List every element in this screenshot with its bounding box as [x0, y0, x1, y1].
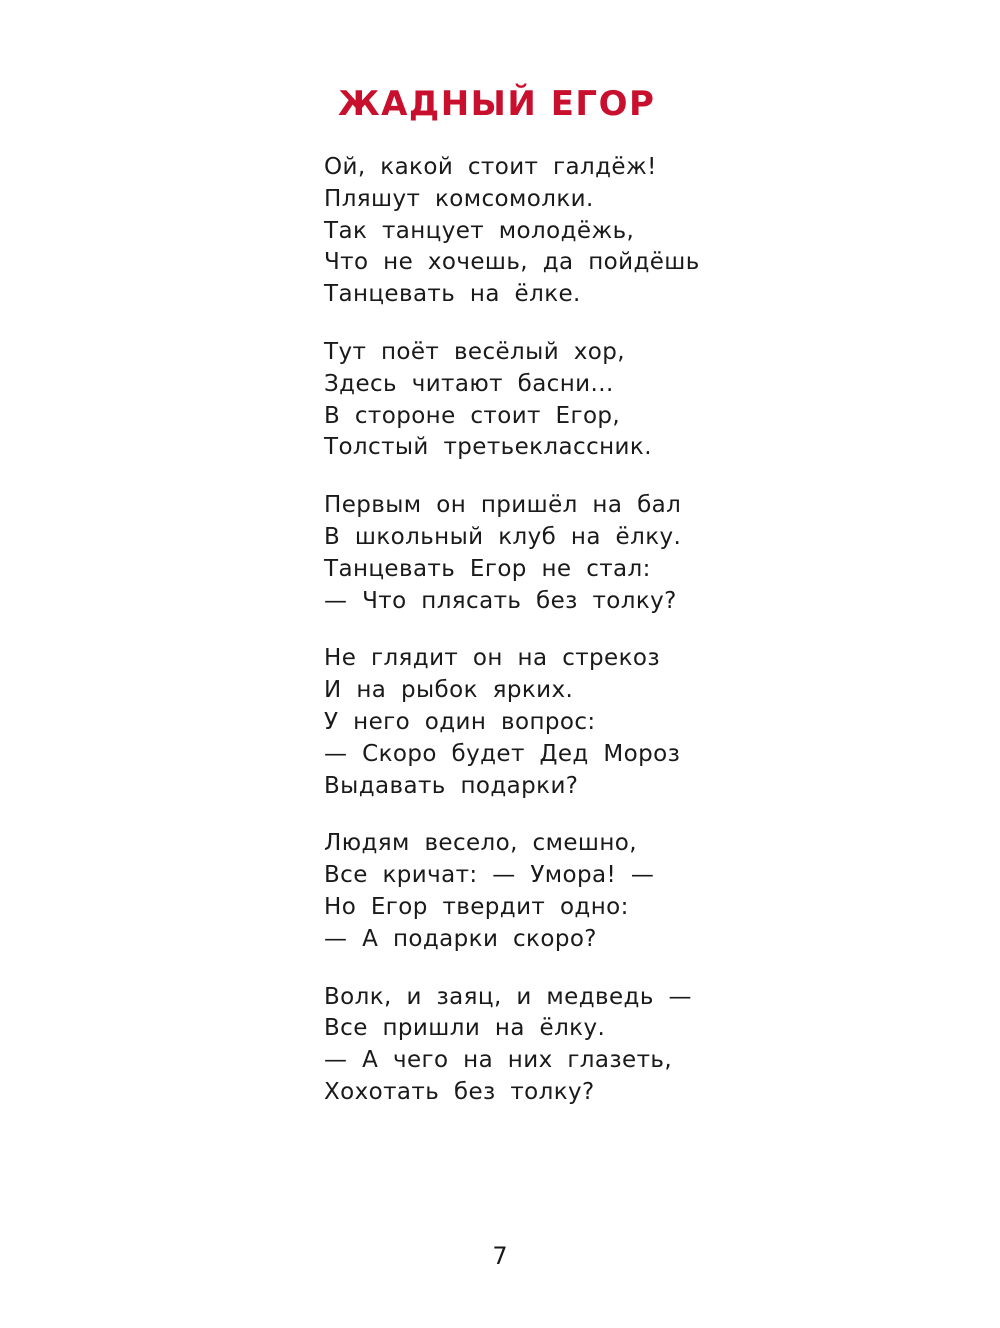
stanza [324, 490, 744, 617]
poem-line: Ой, какой стоит галдёж! [324, 154, 657, 180]
poem-line: — А подарки скоро? [324, 925, 597, 952]
poem-line: Так танцует молодёжь, [324, 217, 635, 244]
stanza [324, 643, 744, 802]
poem-line: Но Егор твердит одно: [324, 893, 629, 920]
poem-line: Пляшут комсомолки. [324, 185, 594, 212]
poem-line: Танцевать Егор не стал: [324, 555, 651, 582]
poem-line: Толстый третьеклассник. [324, 434, 652, 461]
poem-title: ЖАДНЫЙ ЕГОР [338, 84, 656, 124]
poem-line: Хохотать без толку? [324, 1078, 595, 1105]
poem-line: Что не хочешь, да пойдёшь [324, 249, 700, 276]
stanza [324, 152, 744, 311]
stanza [324, 982, 744, 1109]
stanza [324, 337, 744, 464]
poem-line: У него один вопрос: [324, 708, 596, 735]
poem-line: — Скоро будет Дед Мороз [324, 740, 681, 767]
poem-line: Танцевать на ёлке. [324, 281, 581, 308]
poem-line: Тут поёт весёлый хор, [324, 338, 625, 365]
stanza [324, 828, 744, 955]
poem-line: Людям весело, смешно, [324, 830, 637, 857]
poem-line: — Что плясать без толку? [324, 587, 677, 614]
poem-line: Все кричат: — Умора! — [324, 862, 655, 889]
poem-line: Первым он пришёл на бал [324, 492, 682, 519]
poem-line: Здесь читают басни... [324, 370, 614, 397]
poem-line: Выдавать подарки? [324, 772, 579, 799]
poem-body [324, 152, 744, 1135]
poem-line: И на рыбок ярких. [324, 677, 574, 704]
poem-line: Все пришли на ёлку. [324, 1015, 606, 1042]
poem-line: Волк, и заяц, и медведь — [324, 983, 692, 1010]
poem-line: — А чего на них глазеть, [324, 1047, 673, 1074]
poem-line: В школьный клуб на ёлку. [324, 523, 682, 550]
poem-line: В стороне стоит Егор, [324, 402, 621, 429]
poem-line: Не глядит он на стрекоз [324, 645, 660, 672]
page-number: 7 [492, 1242, 508, 1270]
